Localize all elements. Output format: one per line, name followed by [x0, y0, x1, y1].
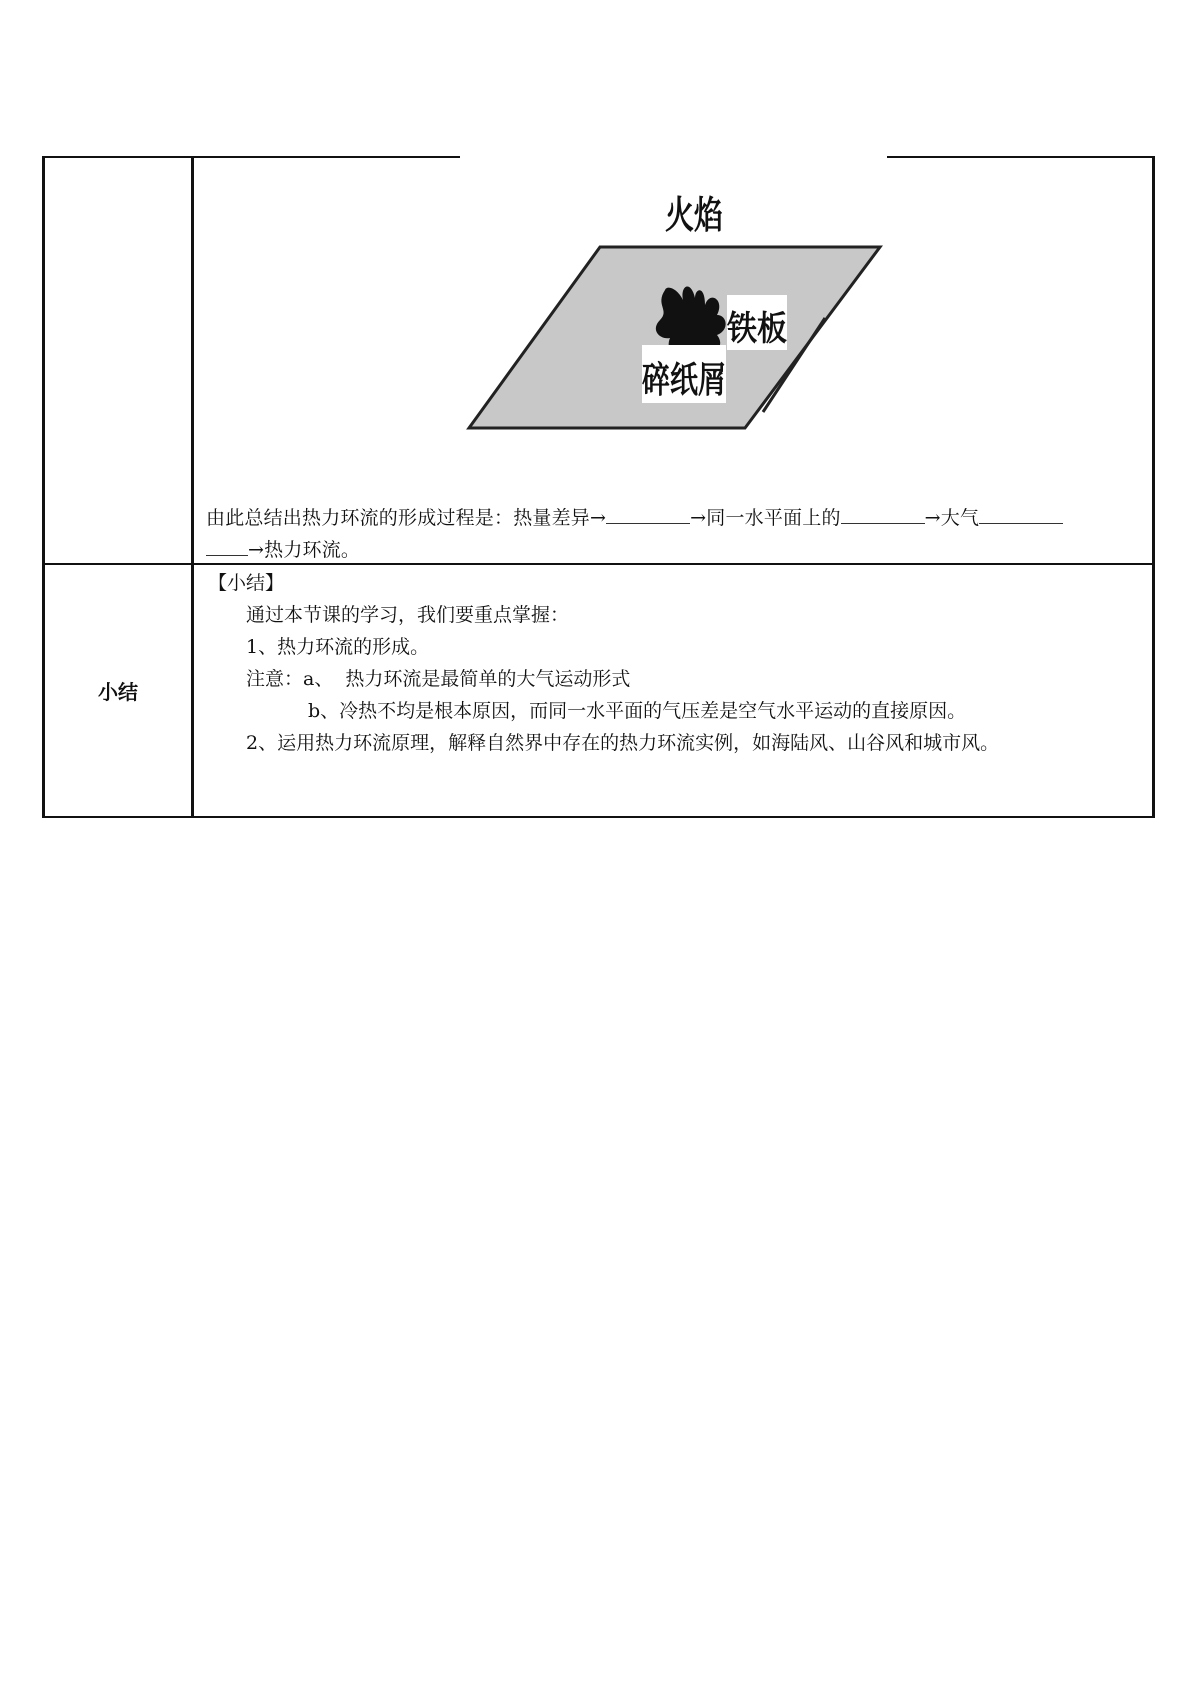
- sentence-part-4: →热力环流。: [248, 539, 361, 561]
- summary-point-2: 2、运用热力环流原理，解释自然界中存在的热力环流实例，如海陆风、山谷风和城市风。: [246, 732, 1000, 754]
- summary-heading: 【小结】: [208, 572, 285, 594]
- blank-2[interactable]: [841, 503, 925, 524]
- paper-scraps-label: 碎纸屑: [642, 360, 726, 401]
- iron-plate-label: 铁板: [726, 309, 787, 349]
- blank-3-continued[interactable]: [206, 535, 248, 556]
- summary-label-text: 小结: [98, 680, 138, 704]
- sentence-part-3: →大气: [924, 507, 980, 529]
- sentence-part-1: 由此总结出热力环流的形成过程是：热量差异→: [206, 507, 607, 529]
- summary-content: [208, 567, 1148, 759]
- table-bottom-border: [43, 816, 1154, 818]
- summary-row-label: [43, 564, 193, 817]
- sentence-part-2: →同一水平面上的: [690, 507, 841, 529]
- iron-plate-figure: [455, 160, 895, 470]
- summary-point-1: 1、热力环流的形成。: [246, 636, 430, 658]
- summary-note-b: b、冷热不均是根本原因，而同一水平面的气压差是空气水平运动的直接原因。: [308, 700, 967, 722]
- table-top-border-right: [887, 156, 1154, 158]
- blank-1[interactable]: [606, 503, 690, 524]
- table-top-border-left: [43, 156, 460, 158]
- blank-3[interactable]: [979, 503, 1063, 524]
- circulation-process-sentence: [206, 502, 1146, 566]
- flame-label: 火焰: [665, 193, 723, 237]
- summary-note-a: 注意：a、 热力环流是最简单的大气运动形式: [246, 668, 631, 690]
- summary-intro: 通过本节课的学习，我们要重点掌握：: [246, 604, 570, 626]
- table-right-border: [1152, 156, 1155, 818]
